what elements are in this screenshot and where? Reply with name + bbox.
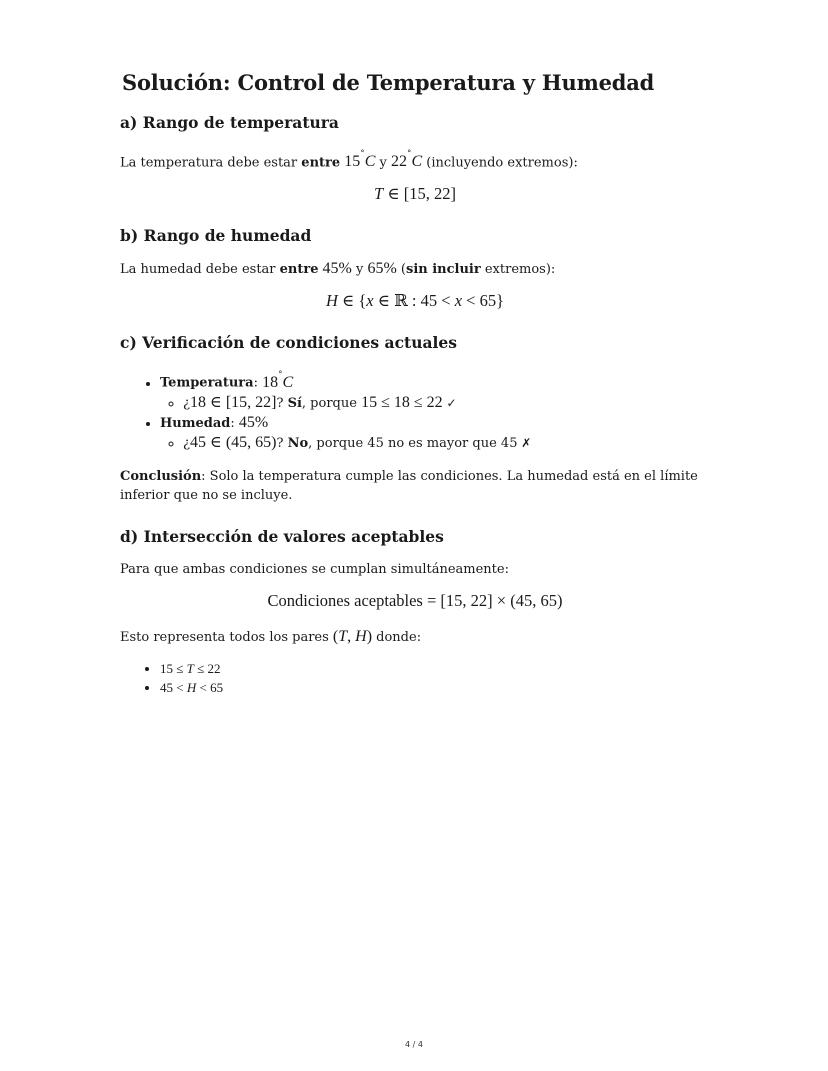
math-var: H	[325, 291, 338, 311]
text: : Solo la temperatura cumple las condiciones. La humedad está en el límite inferior que no se incluye.	[120, 468, 698, 503]
section-a-heading: a) Rango de temperatura	[120, 113, 339, 132]
list-item	[160, 413, 710, 453]
section-d-text1: Para que ambas condiciones se cumplan simultáneamente:	[120, 561, 509, 577]
text: , porque 45 no es mayor que 45	[308, 435, 518, 451]
bold-text: No	[287, 435, 309, 451]
math-inline	[333, 628, 372, 645]
text: Esto representa todos los pares	[120, 629, 333, 645]
bold-text: sin incluir	[406, 262, 481, 278]
text: :	[253, 375, 263, 391]
text: ?	[276, 435, 288, 451]
bold-text: entre	[301, 155, 341, 171]
section-b-text	[120, 259, 710, 279]
section-b	[120, 226, 710, 311]
math-expr: ≤ 22	[193, 660, 221, 676]
page-number: 4 / 4	[405, 1040, 423, 1049]
math-expr: 15 ≤	[160, 660, 187, 676]
section-c-heading: c) Verificación de condiciones actuales	[120, 333, 457, 353]
list-item	[160, 678, 710, 697]
pairs-list	[120, 659, 710, 697]
math-unit: C	[282, 373, 294, 391]
math-inline	[344, 148, 376, 171]
list-item	[183, 433, 710, 453]
text: (	[396, 262, 406, 278]
section-d-text2	[120, 627, 710, 647]
bold-text: Sí	[287, 395, 302, 411]
math-expr: (	[332, 627, 339, 645]
cross-icon: ✗	[517, 435, 532, 450]
math-expr: < 65}	[462, 291, 505, 311]
math-inline: 15 ≤ 18 ≤ 22	[361, 393, 443, 411]
section-d-heading: d) Intersección de valores aceptables	[120, 526, 444, 546]
list-item	[160, 366, 710, 412]
math-var: H	[355, 627, 367, 645]
math-unit: C	[411, 153, 423, 171]
math-var: T	[374, 184, 384, 204]
math-var: x	[366, 291, 374, 311]
degree-symbol: ˚	[360, 148, 365, 163]
text: ¿	[183, 435, 190, 451]
math-expr: < 65	[196, 679, 224, 695]
section-a-formula	[120, 184, 710, 204]
section-a-text	[120, 146, 710, 172]
text: ?	[276, 395, 288, 411]
bold-text: entre	[279, 262, 319, 278]
text: y	[351, 262, 368, 278]
math-expr: 45 <	[160, 679, 187, 695]
section-c	[120, 333, 710, 504]
math-expr: ,	[347, 627, 356, 645]
check-icon: ✓	[442, 395, 457, 410]
bold-text: Temperatura	[160, 375, 254, 391]
text: , porque	[301, 395, 362, 411]
degree-symbol: ˚	[407, 148, 412, 163]
section-d	[120, 527, 710, 697]
section-b-formula	[120, 291, 710, 311]
math-expr: ∈ [15, 22]	[383, 184, 456, 204]
text: ¿	[183, 395, 190, 411]
math-inline	[391, 148, 423, 171]
sub-list	[160, 433, 710, 453]
section-b-heading: b) Rango de humedad	[120, 226, 312, 246]
sub-list	[160, 393, 710, 413]
math-number: 22	[391, 153, 408, 171]
conclusion	[120, 467, 710, 505]
math-var: T	[338, 627, 348, 645]
math-var: x	[454, 291, 463, 311]
math-expr: ∈ ℝ : 45 <	[373, 291, 455, 311]
section-a	[120, 113, 710, 204]
math-inline: 45%	[318, 260, 352, 278]
math-inline: 45%	[238, 413, 269, 431]
math-expr: )	[366, 627, 373, 645]
math-inline: 45 ∈ (45, 65)	[189, 433, 277, 451]
list-item	[183, 393, 710, 413]
text: La temperatura debe estar	[120, 155, 302, 171]
math-inline: 65%	[367, 260, 397, 278]
text: La humedad debe estar	[120, 262, 280, 278]
bold-text: Conclusión	[120, 468, 202, 484]
degree-symbol: ˚	[278, 368, 283, 384]
page-title: Solución: Control de Temperatura y Humedad	[122, 70, 655, 95]
math-var: H	[186, 679, 197, 695]
math-inline	[262, 368, 294, 391]
math-var: T	[186, 660, 194, 676]
text: y	[375, 155, 392, 171]
math-inline: 18 ∈ [15, 22]	[189, 393, 277, 411]
section-d-formula: Condiciones aceptables = [15, 22] × (45, 65)	[267, 590, 563, 610]
math-unit: C	[364, 153, 376, 171]
document-page	[120, 70, 710, 719]
text: (incluyendo extremos):	[422, 155, 578, 171]
bold-text: Humedad	[160, 415, 231, 431]
verification-list	[120, 366, 710, 452]
math-number: 18	[262, 373, 279, 391]
list-item	[160, 659, 710, 678]
text: extremos):	[480, 262, 556, 278]
text: donde:	[372, 629, 422, 645]
math-expr: ∈ {	[337, 291, 367, 311]
text: :	[230, 415, 239, 431]
math-number: 15	[344, 153, 361, 171]
